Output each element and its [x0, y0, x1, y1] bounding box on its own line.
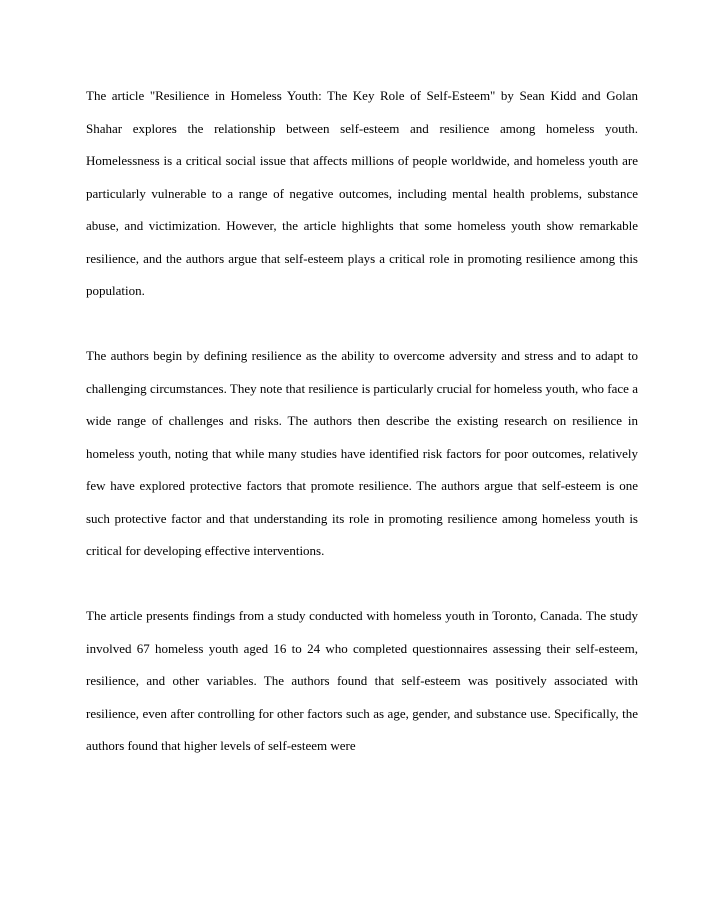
- paragraph-2: The authors begin by defining resilience as the ability to overcome adversity and stress and to adapt to challenging circumstances. They note that resilience is particularly crucial for homeless youth, who face a wide range of challenges and risks. The authors then describe the existing research on resilience in homeless youth, noting that while many studies have identified risk factors for poor outcomes, relatively few have explored protective factors that promote resilience. The authors argue that self-esteem is one such protective factor and that understanding its role in promoting resilience among homeless youth is critical for developing effective interventions.: [86, 348, 638, 558]
- paragraph-1: The article "Resilience in Homeless Youth: The Key Role of Self-Esteem" by Sean Kidd and Golan Shahar explores the relationship between self-esteem and resilience among homeless youth. Homelessness is a critical social issue that affects millions of people worldwide, and homeless youth are particularly vulnerable to a range of negative outcomes, including mental health problems, substance abuse, and victimization. However, the article highlights that some homeless youth show remarkable resilience, and the authors argue that self-esteem plays a critical role in promoting resilience among this population.: [86, 88, 638, 298]
- paragraph-3: The article presents findings from a study conducted with homeless youth in Toronto, Canada. The study involved 67 homeless youth aged 16 to 24 who completed questionnaires assessing their self-esteem, resilience, and other variables. The authors found that self-esteem was positively associated with resilience, even after controlling for other factors such as age, gender, and substance use. Specifically, the authors found that higher levels of self-esteem were: [86, 608, 638, 753]
- document-body: [86, 80, 638, 795]
